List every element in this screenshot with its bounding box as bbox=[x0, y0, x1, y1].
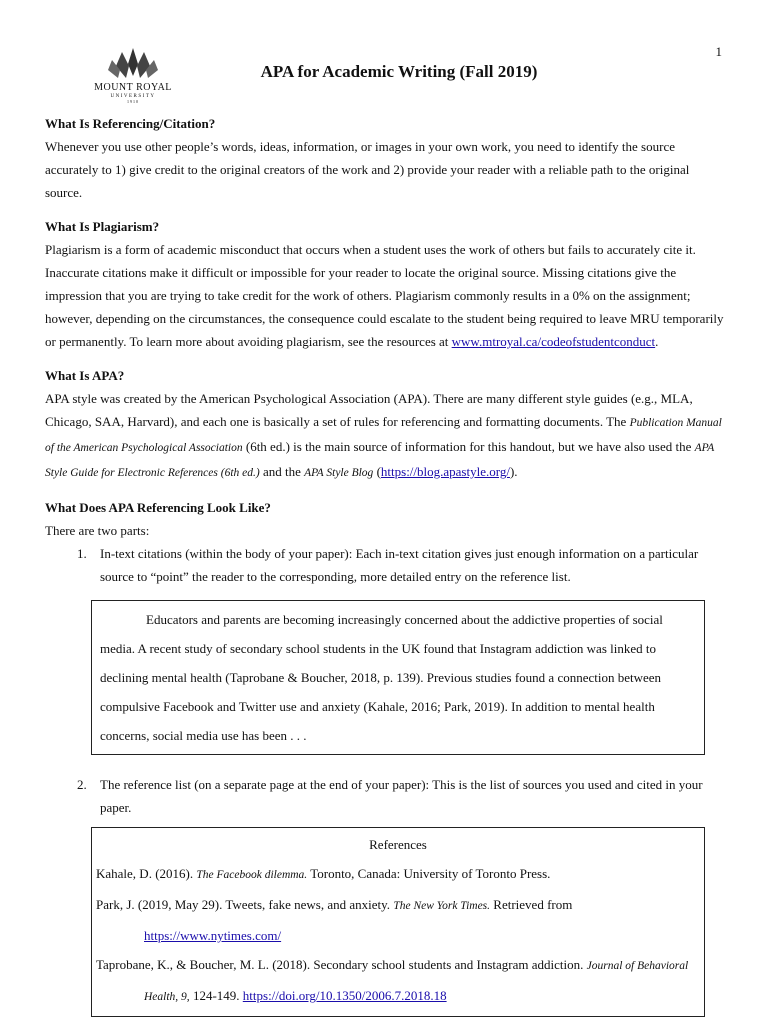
paragraph-text: and the bbox=[259, 464, 305, 479]
code-of-conduct-link[interactable]: www.mtroyal.ca/codeofstudentconduct bbox=[451, 334, 656, 349]
logo-year: 1910 bbox=[127, 99, 139, 104]
section-heading: What Does APA Referencing Look Like? bbox=[45, 500, 271, 515]
paragraph-end: . bbox=[655, 334, 659, 349]
section-intro: There are two parts: bbox=[45, 523, 150, 538]
example-text: Educators and parents are becoming increasingly concerned about the addictive properties of social media. A recent study of secondary school students in the UK found that Instagram addiction was linked to declining mental health (Taprobane & Boucher, 2018, p. 139). Previous studies found a connection between compulsive Facebook and Twitter use and anxiety (Kahale, 2016; Park, 2019). In addition to mental health concerns, social media use has been . . . bbox=[100, 612, 663, 743]
section-referencing bbox=[45, 112, 725, 204]
page-title: APA for Academic Writing (Fall 2019) bbox=[260, 62, 538, 81]
list-item: 2. The reference list (on a separate page at the end of your paper): This is the list of sources you used and cited in your paper. bbox=[90, 773, 725, 819]
parts-list-2 bbox=[45, 773, 725, 819]
style-blog-title: APA Style Blog bbox=[304, 467, 374, 479]
publication-manual-title: Publication Manual of the American Psychological Association bbox=[45, 417, 722, 454]
section-looks-like bbox=[45, 496, 725, 1017]
reference-entry bbox=[96, 950, 700, 1012]
ref-title: Journal of Behavioral Health, 9, bbox=[144, 960, 689, 1003]
ref-title: The New York Times. bbox=[393, 900, 491, 912]
section-text: Whenever you use other people’s words, ideas, information, or images in your own work, you need to identify the source accurately to 1) give credit to the original creators of the work and 2) provide your reader with a reliable path to the original source. bbox=[45, 139, 690, 200]
reference-list-box bbox=[91, 827, 705, 1017]
ref-text: Retrieved from bbox=[490, 897, 573, 912]
list-item: 1. In-text citations (within the body of your paper): Each in-text citation gives just enough information on a particular source to “point” the reader to the corresponding, more detailed entry on the reference list. bbox=[90, 542, 725, 588]
ref-text: Toronto, Canada: University of Toronto Press. bbox=[307, 866, 551, 881]
paragraph-text: APA style was created by the American Psychological Association (APA). There are many different style guides (e.g., MLA, Chicago, SAA, Harvard), and each one is basically a set of rules for referencing and formatting documents. The bbox=[45, 391, 693, 429]
doi-link[interactable]: https://doi.org/10.1350/2006.7.2018.18 bbox=[242, 988, 447, 1003]
ref-text: Taprobane, K., & Boucher, M. L. (2018). Secondary school students and Instagram addiction. bbox=[96, 957, 587, 972]
paragraph-end: ). bbox=[509, 464, 518, 479]
paragraph-text: Plagiarism is a form of academic misconduct that occurs when a student uses the work of others but fails to accurately cite it. Inaccurate citations make it difficult or impossible for your reader to locate the original source. Missing citations give the impression that you are trying to take credit for the work of others. Plagiarism commonly results in a 0% on the assignment; however, depending on the circumstances, the consequence could escalate to the student being required to leave MRU temporarily or permanently. To learn more about avoiding plagiarism, see the resources at bbox=[45, 242, 724, 349]
apa-blog-link[interactable]: https://blog.apastyle.org/ bbox=[380, 464, 510, 479]
logo-text: MOUNT ROYAL bbox=[94, 82, 172, 93]
section-plagiarism bbox=[45, 215, 725, 353]
reference-entry bbox=[96, 859, 700, 890]
nytimes-link[interactable]: https://www.nytimes.com/ bbox=[144, 928, 282, 943]
document-body bbox=[45, 112, 725, 1017]
paragraph-text: ( bbox=[373, 464, 381, 479]
section-heading: What Is Plagiarism? bbox=[45, 219, 160, 234]
reference-entry bbox=[96, 890, 700, 950]
logo-subtext: UNIVERSITY bbox=[110, 94, 156, 99]
section-apa bbox=[45, 364, 725, 485]
ref-text: Kahale, D. (2016). bbox=[96, 866, 197, 881]
ref-text: Park, J. (2019, May 29). Tweets, fake news, and anxiety. bbox=[96, 897, 394, 912]
section-heading: What Is APA? bbox=[45, 368, 125, 383]
parts-list bbox=[45, 542, 725, 588]
page-number: 1 bbox=[715, 44, 722, 59]
section-heading: What Is Referencing/Citation? bbox=[45, 116, 216, 131]
ref-text: 124-149. bbox=[189, 988, 243, 1003]
section-text bbox=[45, 387, 725, 485]
style-guide-title: APA Style Guide for Electronic References (6th ed.) bbox=[45, 442, 715, 479]
references-heading: References bbox=[369, 837, 427, 852]
section-text bbox=[45, 238, 725, 353]
ref-title: The Facebook dilemma. bbox=[196, 869, 308, 881]
paragraph-text: (6th ed.) is the main source of information for this handout, but we have also used the bbox=[242, 439, 695, 454]
in-text-example-box bbox=[91, 600, 705, 755]
